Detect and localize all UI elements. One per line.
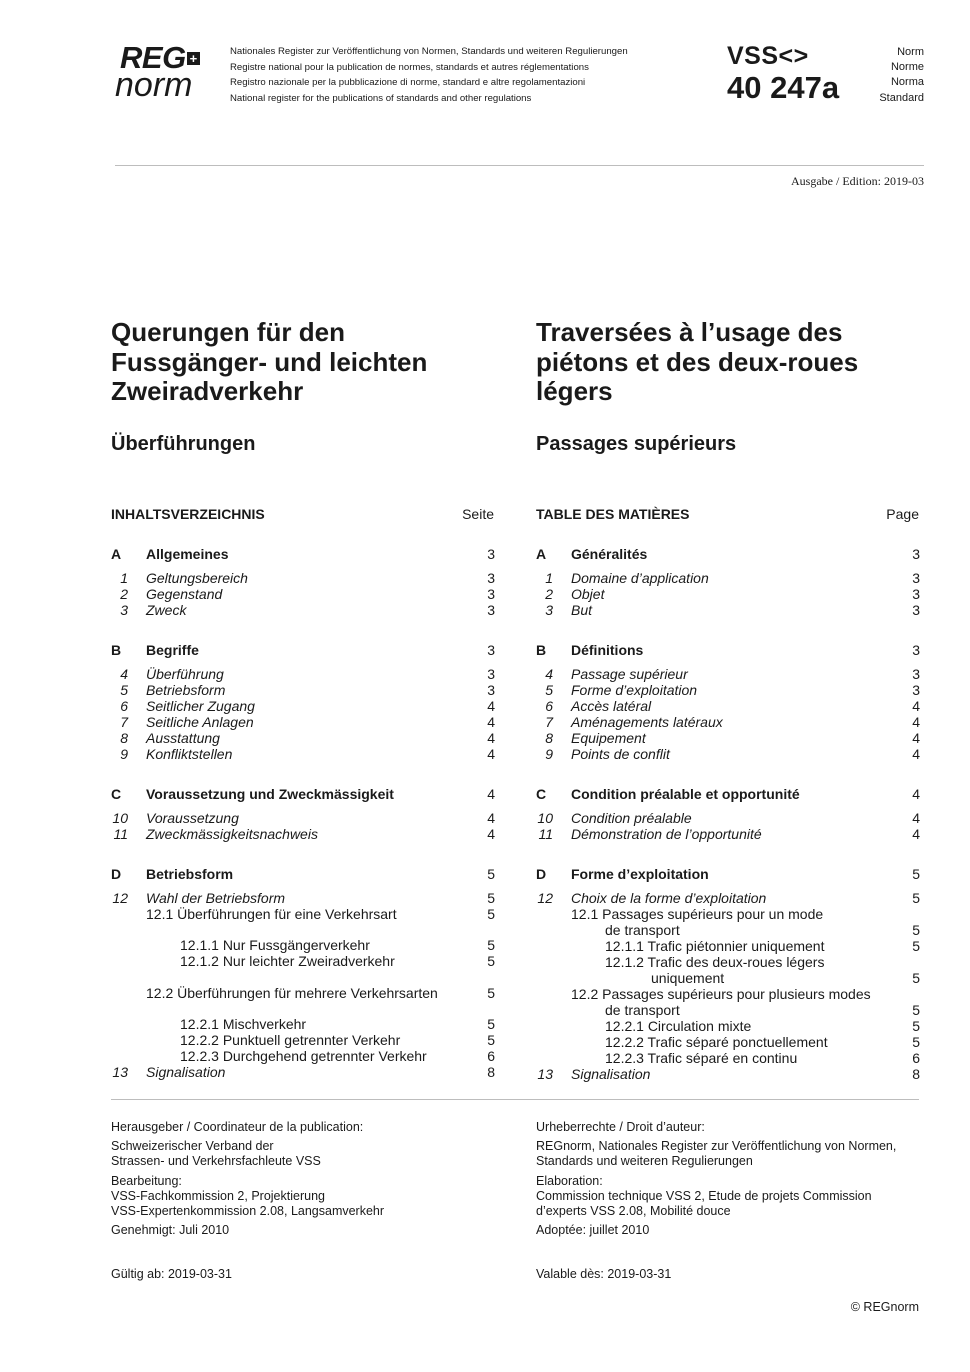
toc-page-number: 5 [487,1032,495,1048]
toc-number: 6 [120,698,128,714]
toc-label: Betriebsform [146,682,226,698]
toc-entry-row [111,682,495,698]
toc-number: 13 [112,1064,128,1080]
edition-label: Ausgabe / Edition: 2019-03 [791,174,924,188]
toc-number: 5 [545,682,553,698]
toc-number: 8 [545,730,553,746]
toc-page-number: 5 [487,866,495,882]
toc-number: 10 [537,810,553,826]
toc-number: A [111,546,122,562]
toc-label: Accès latéral [571,698,652,714]
toc-entry-row [111,1064,495,1080]
toc-page-number: 4 [912,746,920,762]
toc-section-row [111,786,495,802]
toc-page-number: 8 [912,1066,920,1082]
toc-page-number: 4 [912,698,920,714]
toc-page-number: 3 [487,546,495,562]
subtitle-fr: Passages supérieurs [536,433,737,455]
toc-label: 12.1.2 Nur leichter Zweiradverkehr [180,953,395,969]
toc-page-number: 3 [912,642,920,658]
toc-entry-row [536,682,920,698]
toc-number: 13 [537,1066,553,1082]
norm-label: Norm [897,46,924,58]
toc-entry-row [536,1018,920,1034]
toc-label: Condition préalable [571,810,692,826]
toc-label: 12.2.1 Circulation mixte [605,1018,752,1034]
toc-number: 7 [545,714,553,730]
toc-label: 12.1.2 Trafic des deux-roues légers [605,954,825,970]
toc-label: Ausstattung [146,730,220,746]
toc-number: 10 [112,810,128,826]
publisher-heading: Herausgeber / Coordinateur de la publication: [111,1120,364,1134]
footer-fr [536,1120,926,1238]
toc-page-number: 4 [487,786,495,802]
toc-entry-row [536,906,920,922]
toc-entry-row [111,890,495,906]
toc-page-number: 4 [912,826,920,842]
toc-entry-row [536,922,920,938]
toc-entry-row [111,826,495,842]
toc-entry-row [536,602,920,618]
toc-number: 1 [545,570,553,586]
toc-number: D [536,866,547,882]
norm-label: Standard [879,91,924,104]
toc-label: Signalisation [146,1064,226,1080]
toc-label: Wahl der Betriebsform [146,890,286,906]
title-line: Traversées à l’usage des [536,317,843,347]
title-line: Fussgänger- und leichten [111,346,428,377]
toc-section-row [111,866,495,882]
toc-entry-row [536,810,920,826]
toc-page-number: 3 [487,682,495,698]
toc-page-number: 3 [912,682,920,698]
logo-norm-text: norm [115,66,193,104]
toc-page-number: 3 [912,666,920,682]
toc-number: 12 [537,890,553,906]
toc-entry-row [111,1016,495,1032]
toc-page-number: 5 [912,1034,920,1050]
toc-page-number: 4 [487,698,495,714]
toc-entry-row [536,746,920,762]
toc-section-row [111,546,495,562]
publisher-line: Schweizerischer Verband der [111,1139,274,1154]
copyright-line: REGnorm, Nationales Register zur Veröffentlichung von Normen, [536,1139,897,1154]
toc-label: 12.2 Passages supérieurs pour plusieurs modes [571,986,871,1002]
toc-number: 11 [113,826,128,842]
toc-label: Begriffe [146,642,199,658]
toc-number: C [536,786,547,802]
toc-page-number: 3 [912,570,920,586]
toc-label: Domaine d’application [571,570,709,586]
toc-entry-row [111,810,495,826]
toc-label: 12.2 Überführungen für mehrere Verkehrsarten [146,985,438,1001]
toc-entry-row [536,666,920,682]
toc-entry-row [536,698,920,714]
toc-heading-de: INHALTSVERZEICHNIS [111,506,265,522]
title-line: légers [536,376,613,406]
toc-label: 12.2.3 Trafic séparé en continu [605,1050,798,1066]
toc-label: Seitliche Anlagen [146,714,254,730]
toc-page-number: 5 [912,938,920,954]
toc-entry-row [536,986,920,1002]
toc-entry-row [111,953,495,969]
toc-page-number: 4 [912,714,920,730]
toc-label: Forme d’exploitation [571,866,709,882]
valid-from-de: Gültig ab: 2019-03-31 [111,1267,232,1281]
register-description [230,44,628,106]
publisher-line: Strassen- und Verkehrsfachleute VSS [111,1154,321,1169]
toc-page-number: 4 [487,714,495,730]
toc-page-number: 6 [912,1050,920,1066]
toc-page-number: 4 [487,730,495,746]
title-line: piétons et des deux-roues [536,346,859,377]
toc-page-number: 3 [487,666,495,682]
toc-label: Définitions [571,642,644,658]
toc-page-number: 5 [912,970,920,986]
toc-page-number: 3 [487,642,495,658]
toc-page-number: 4 [912,810,920,826]
toc-label: uniquement [651,970,725,986]
toc-entry-row [111,937,495,953]
toc-label: Konfliktstellen [146,746,233,762]
toc-page-number: 5 [912,866,920,882]
logo-reg-text: REG [120,40,186,75]
toc-number: A [536,546,547,562]
toc-label: 12.2.3 Durchgehend getrennter Verkehr [180,1048,427,1064]
toc-entry-row [536,1050,920,1066]
register-line: Registro nazionale per la pubblicazione di norme, standard e altre regolamentazioni [230,77,586,89]
register-line: Nationales Register zur Veröffentlichung von Normen, Standards und weiteren Regulierungen [230,46,628,57]
toc-entry-row [536,970,920,986]
toc-page-number: 5 [487,906,495,922]
toc-entry-row [536,954,920,970]
toc-label: Points de conflit [571,746,670,762]
toc-label: Signalisation [571,1066,651,1082]
toc-number: 5 [120,682,128,698]
toc-number: 9 [545,746,553,762]
footer-de [111,1120,511,1238]
subtitle-de: Überführungen [111,433,256,455]
toc-number: 3 [545,602,553,618]
toc-page-number: 3 [912,546,920,562]
register-line: National register for the publications of standards and other regulations [230,92,532,104]
toc-label: de transport [605,922,680,938]
toc-page-number: 6 [487,1048,495,1064]
toc-section-row [111,642,495,658]
toc-label: Gegenstand [146,586,223,602]
toc-page-number: 3 [487,570,495,586]
toc-number: 1 [120,570,128,586]
toc-label: Généralités [571,546,648,562]
toc-number: D [111,866,122,882]
toc-number: 2 [120,586,128,602]
toc-entry-row [111,698,495,714]
copyright-line: Standards und weiteren Regulierungen [536,1154,753,1169]
toc-label: 12.2.1 Mischverkehr [180,1016,307,1032]
toc-page-heading-fr: Page [886,506,919,522]
title-line: Querungen für den [111,317,345,347]
toc-entry-row [111,586,495,602]
toc-number: 3 [120,602,128,618]
toc-entry-row [536,826,920,842]
toc-page-number: 5 [487,953,495,969]
toc-number: 7 [120,714,128,730]
toc-label: Voraussetzung [146,810,239,826]
toc-page-number: 5 [487,937,495,953]
toc-label: Voraussetzung und Zweckmässigkeit [146,786,394,802]
toc-label: Zweckmässigkeitsnachweis [146,826,318,842]
editing-line: VSS-Fachkommission 2, Projektierung [111,1188,325,1203]
title-fr [536,318,926,407]
copyright-heading: Urheberrechte / Droit d’auteur: [536,1120,705,1134]
toc-page-number: 4 [487,826,495,842]
toc-number: 9 [120,746,128,762]
toc-entry-row [111,985,495,1001]
elaboration-line: Commission technique VSS 2, Etude de projets Commission [536,1188,872,1203]
toc-number: 12 [112,890,128,906]
toc-entry-row [536,890,920,906]
toc-label: Aménagements latéraux [571,714,723,730]
copyright-notice: © REGnorm [850,1300,919,1314]
toc-entry-row [536,586,920,602]
toc-page-number: 5 [912,922,920,938]
toc-label: Allgemeines [146,546,229,562]
norm-label: Norma [890,76,924,89]
footer-divider [111,1099,919,1100]
toc-label: Objet [571,586,605,602]
toc-label: Überführung [146,666,224,682]
toc-entry-row [111,746,495,762]
toc-page-number: 5 [487,1016,495,1032]
toc-entry-row [111,570,495,586]
toc-entry-row [111,1048,495,1064]
toc-section-row [536,546,920,562]
toc-number: 4 [545,666,553,682]
toc-number: 8 [120,730,128,746]
title-de [111,318,501,407]
toc-label: 12.1 Überführungen für eine Verkehrsart [146,906,397,922]
toc-label: 12.1.1 Nur Fussgängerverkehr [180,937,370,953]
toc-entry-row [111,730,495,746]
valid-from-fr: Valable dès: 2019-03-31 [536,1267,672,1281]
toc-number: B [536,642,547,658]
approved-date: Genehmigt: Juli 2010 [111,1223,230,1238]
toc-label: Zweck [146,602,187,618]
norm-label: Norme [890,61,924,74]
toc-label: Seitlicher Zugang [146,698,255,714]
toc-page-heading-de: Seite [462,506,494,522]
toc-number: 4 [120,666,128,682]
toc-page-number: 3 [487,602,495,618]
toc-page-number: 4 [912,786,920,802]
toc-number: 6 [545,698,553,714]
toc-entry-row [536,938,920,954]
elaboration-heading: Elaboration: [536,1173,603,1188]
toc-label: 12.1 Passages supérieurs pour un mode [571,906,824,922]
toc-label: Démonstration de l’opportunité [571,826,762,842]
title-line: Zweiradverkehr [111,376,304,406]
toc-page-number: 3 [487,586,495,602]
toc-page-number: 4 [487,746,495,762]
editing-heading: Bearbeitung: [111,1173,182,1188]
vss-logo: VSS<> [727,42,809,70]
toc-heading-fr: TABLE DES MATIÈRES [536,506,690,522]
toc-entry-row [536,1002,920,1018]
toc-entry-row [111,666,495,682]
toc-entry-row [111,602,495,618]
toc-label: Passage supérieur [571,666,688,682]
toc-entry-row [111,906,495,922]
standard-number: 40 247a [727,70,840,105]
toc-label: Forme d’exploitation [571,682,698,698]
toc-label: Geltungsbereich [146,570,248,586]
toc-page-number: 5 [912,890,920,906]
toc-section-row [536,866,920,882]
toc-page-number: 5 [487,985,495,1001]
toc-number: B [111,642,122,658]
toc-number: 2 [545,586,553,602]
toc-page-number: 5 [487,890,495,906]
header-divider [115,165,924,166]
toc-page-number: 8 [487,1064,495,1080]
toc-label: 12.2.2 Punktuell getrennter Verkehr [180,1032,401,1048]
toc-entry-row [536,1034,920,1050]
logo-plus-icon: + [187,52,200,65]
toc-entry-row [536,1066,920,1082]
toc-label: Equipement [571,730,646,746]
toc-entry-row [111,1032,495,1048]
toc-entry-row [111,714,495,730]
toc-number: 11 [538,826,553,842]
toc-entry-row [536,730,920,746]
toc-page-number: 5 [912,1018,920,1034]
toc-page-number: 5 [912,1002,920,1018]
toc-entry-row [536,570,920,586]
toc-label: But [571,602,593,618]
elaboration-line: d’experts VSS 2.08, Mobilité douce [536,1204,731,1219]
toc-page-number: 4 [487,810,495,826]
adopted-date: Adoptée: juillet 2010 [536,1223,650,1238]
norm-labels [860,45,924,106]
toc-label: Condition préalable et opportunité [571,786,800,802]
toc-label: Betriebsform [146,866,234,882]
toc-entry-row [536,714,920,730]
toc-section-row [536,786,920,802]
toc-section-row [536,642,920,658]
toc-label: de transport [605,1002,680,1018]
toc-page-number: 4 [912,730,920,746]
toc-label: 12.1.1 Trafic piétonnier uniquement [605,938,825,954]
toc-label: 12.2.2 Trafic séparé ponctuellement [605,1034,828,1050]
toc-page-number: 3 [912,602,920,618]
toc-page-number: 3 [912,586,920,602]
editing-line: VSS-Expertenkommission 2.08, Langsamverkehr [111,1204,385,1219]
toc-number: C [111,786,122,802]
toc-label: Choix de la forme d’exploitation [571,890,767,906]
register-line: Registre national pour la publication de normes, standards et autres réglementations [230,61,589,73]
